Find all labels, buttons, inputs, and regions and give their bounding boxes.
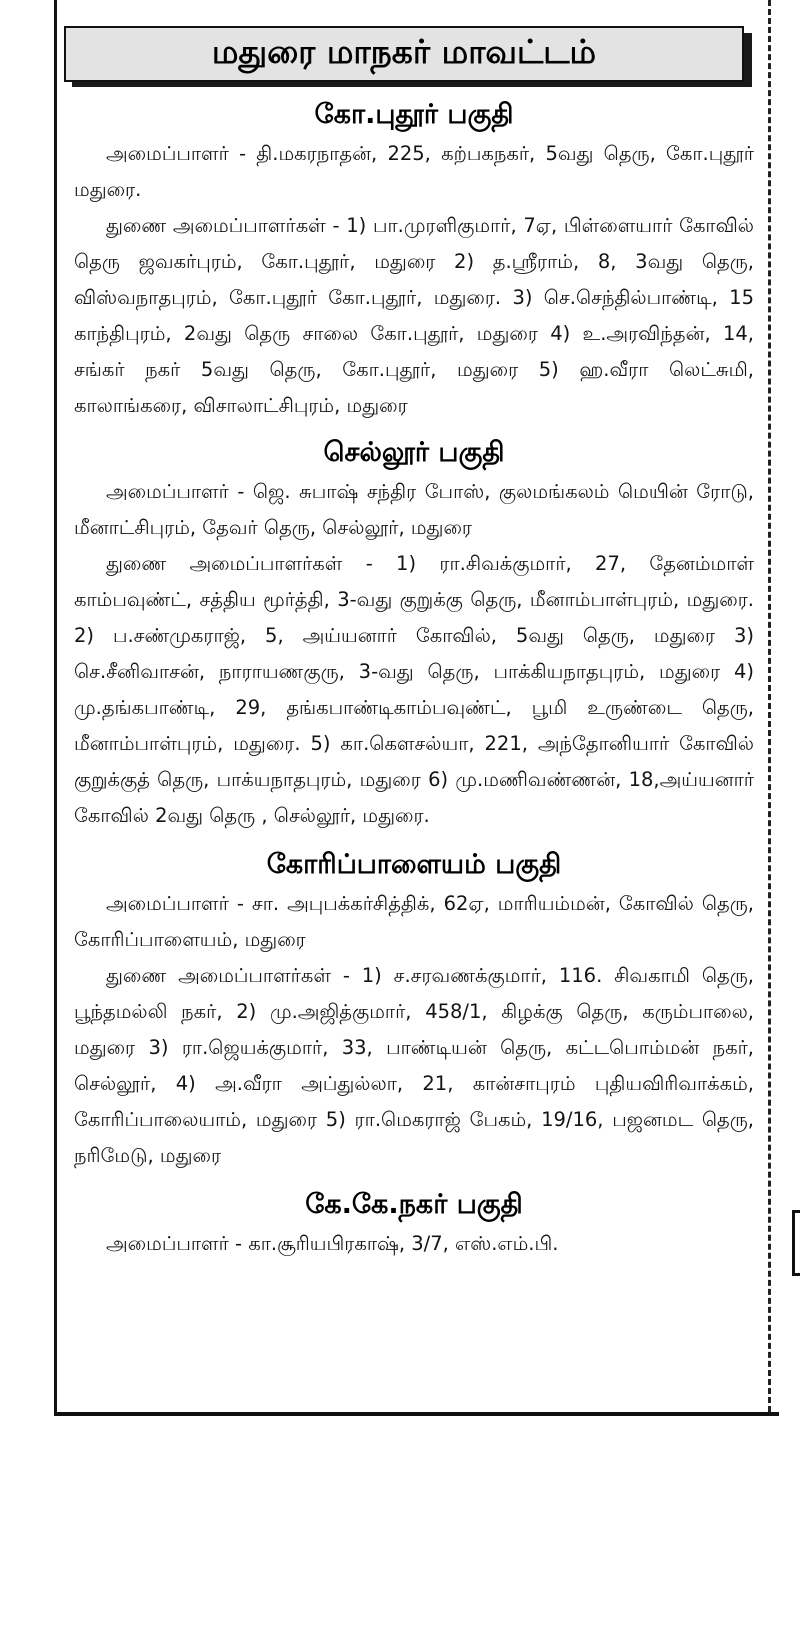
organizer-paragraph: அமைப்பாளர் - கா.சூரியபிரகாஷ், 3/7, எஸ்.எம்.பி. — [106, 1232, 559, 1255]
section-ko-puthur — [74, 96, 754, 424]
adjacent-column-edge — [792, 1210, 800, 1276]
previous-text-fragment — [85, 0, 285, 6]
deputies-paragraph: துணை அமைப்பாளர்கள் - 1) ச.சரவணக்குமார், 116. சிவகாமி தெரு, பூந்தமல்லி நகர், 2) மு.அஜித்குமார், 458/1, கிழக்கு தெரு, கரும்பாலை, மதுரை 3) ரா.ஜெயக்குமார், 33, பாண்டியன் தெரு, கட்டபொம்மன் நகர், செல்லூர், 4) அ.வீரா அப்துல்லா, 21, கான்சாபுரம் புதியவிரிவாக்கம், கோரிப்பாலையாம், மதுரை 5) ரா.மெகராஜ் பேகம், 19/16, பஜனமட தெரு, நரிமேடு, மதுரை — [74, 964, 754, 1167]
section-heading: கோ.புதூர் பகுதி — [314, 99, 514, 130]
deputies-paragraph: துணை அமைப்பாளர்கள் - 1) பா.முரளிகுமார், 7ஏ, பிள்ளையார் கோவில் தெரு ஜவகர்புரம், கோ.புதூர், மதுரை 2) த.ஸ்ரீராம், 8, 3வது தெரு, விஸ்வநாதபுரம், கோ.புதூர் கோ.புதூர், மதுரை. 3) செ.செந்தில்பாண்டி, 15 காந்திபுரம், 2வது தெரு சாலை கோ.புதூர், மதுரை 4) உ.அரவிந்தன், 14, சங்கர் நகர் 5வது தெரு, கோ.புதூர், மதுரை 5) ஹ.வீரா லெட்சுமி, காலாங்கரை, விசாலாட்சிபுரம், மதுரை — [74, 214, 754, 417]
district-banner — [64, 26, 754, 88]
section-heading: கே.கே.நகர் பகுதி — [305, 1189, 523, 1220]
organizer-paragraph: அமைப்பாளர் - ஜெ. சுபாஷ் சந்திர போஸ், குலமங்கலம் மெயின் ரோடு, மீனாட்சிபுரம், தேவர் தெரு, செல்லூர், மதுரை — [74, 480, 754, 539]
cut-line-dashed — [768, 0, 771, 1412]
column-bottom-rule — [54, 1412, 779, 1416]
district-title: மதுரை மாநகர் மாவட்டம் — [211, 32, 597, 71]
column-left-rule — [54, 0, 57, 1415]
section-heading: கோரிப்பாளையம் பகுதி — [266, 849, 562, 880]
article-body — [74, 92, 754, 1262]
deputies-paragraph: துணை அமைப்பாளர்கள் - 1) ரா.சிவக்குமார், 27, தேனம்மாள் காம்பவுண்ட், சத்திய மூர்த்தி, 3-வது குறுக்கு தெரு, மீனாம்பாள்புரம், மதுரை. 2) ப.சண்முகராஜ், 5, அய்யனார் கோவில், 5வது தெரு, மதுரை 3) செ.சீனிவாசன், நாராயணகுரு, 3-வது தெரு, பாக்கியநாதபுரம், மதுரை 4) மு.தங்கபாண்டி, 29, தங்கபாண்டிகாம்பவுண்ட், பூமி உருண்டை தெரு, மீனாம்பாள்புரம், மதுரை. 5) கா.கௌசல்யா, 221, அந்தோனியார் கோவில் குறுக்குத் தெரு, பாக்யநாதபுரம், மதுரை 6) மு.மணிவண்ணன், 18,அய்யனார் கோவில் 2வது தெரு , செல்லூர், மதுரை. — [74, 552, 754, 827]
section-heading: செல்லூர் பகுதி — [323, 437, 505, 468]
organizer-paragraph: அமைப்பாளர் - சா. அபுபக்கர்சித்திக், 62ஏ, மாரியம்மன், கோவில் தெரு, கோரிப்பாளையம், மதுரை — [74, 892, 754, 951]
section-goripalayam — [74, 846, 754, 1174]
organizer-paragraph: அமைப்பாளர் - தி.மகரநாதன், 225, கற்பகநகர், 5வது தெரு, கோ.புதூர் மதுரை. — [74, 142, 754, 201]
section-kk-nagar — [74, 1186, 754, 1262]
section-sellur — [74, 434, 754, 834]
banner-box — [64, 26, 744, 82]
